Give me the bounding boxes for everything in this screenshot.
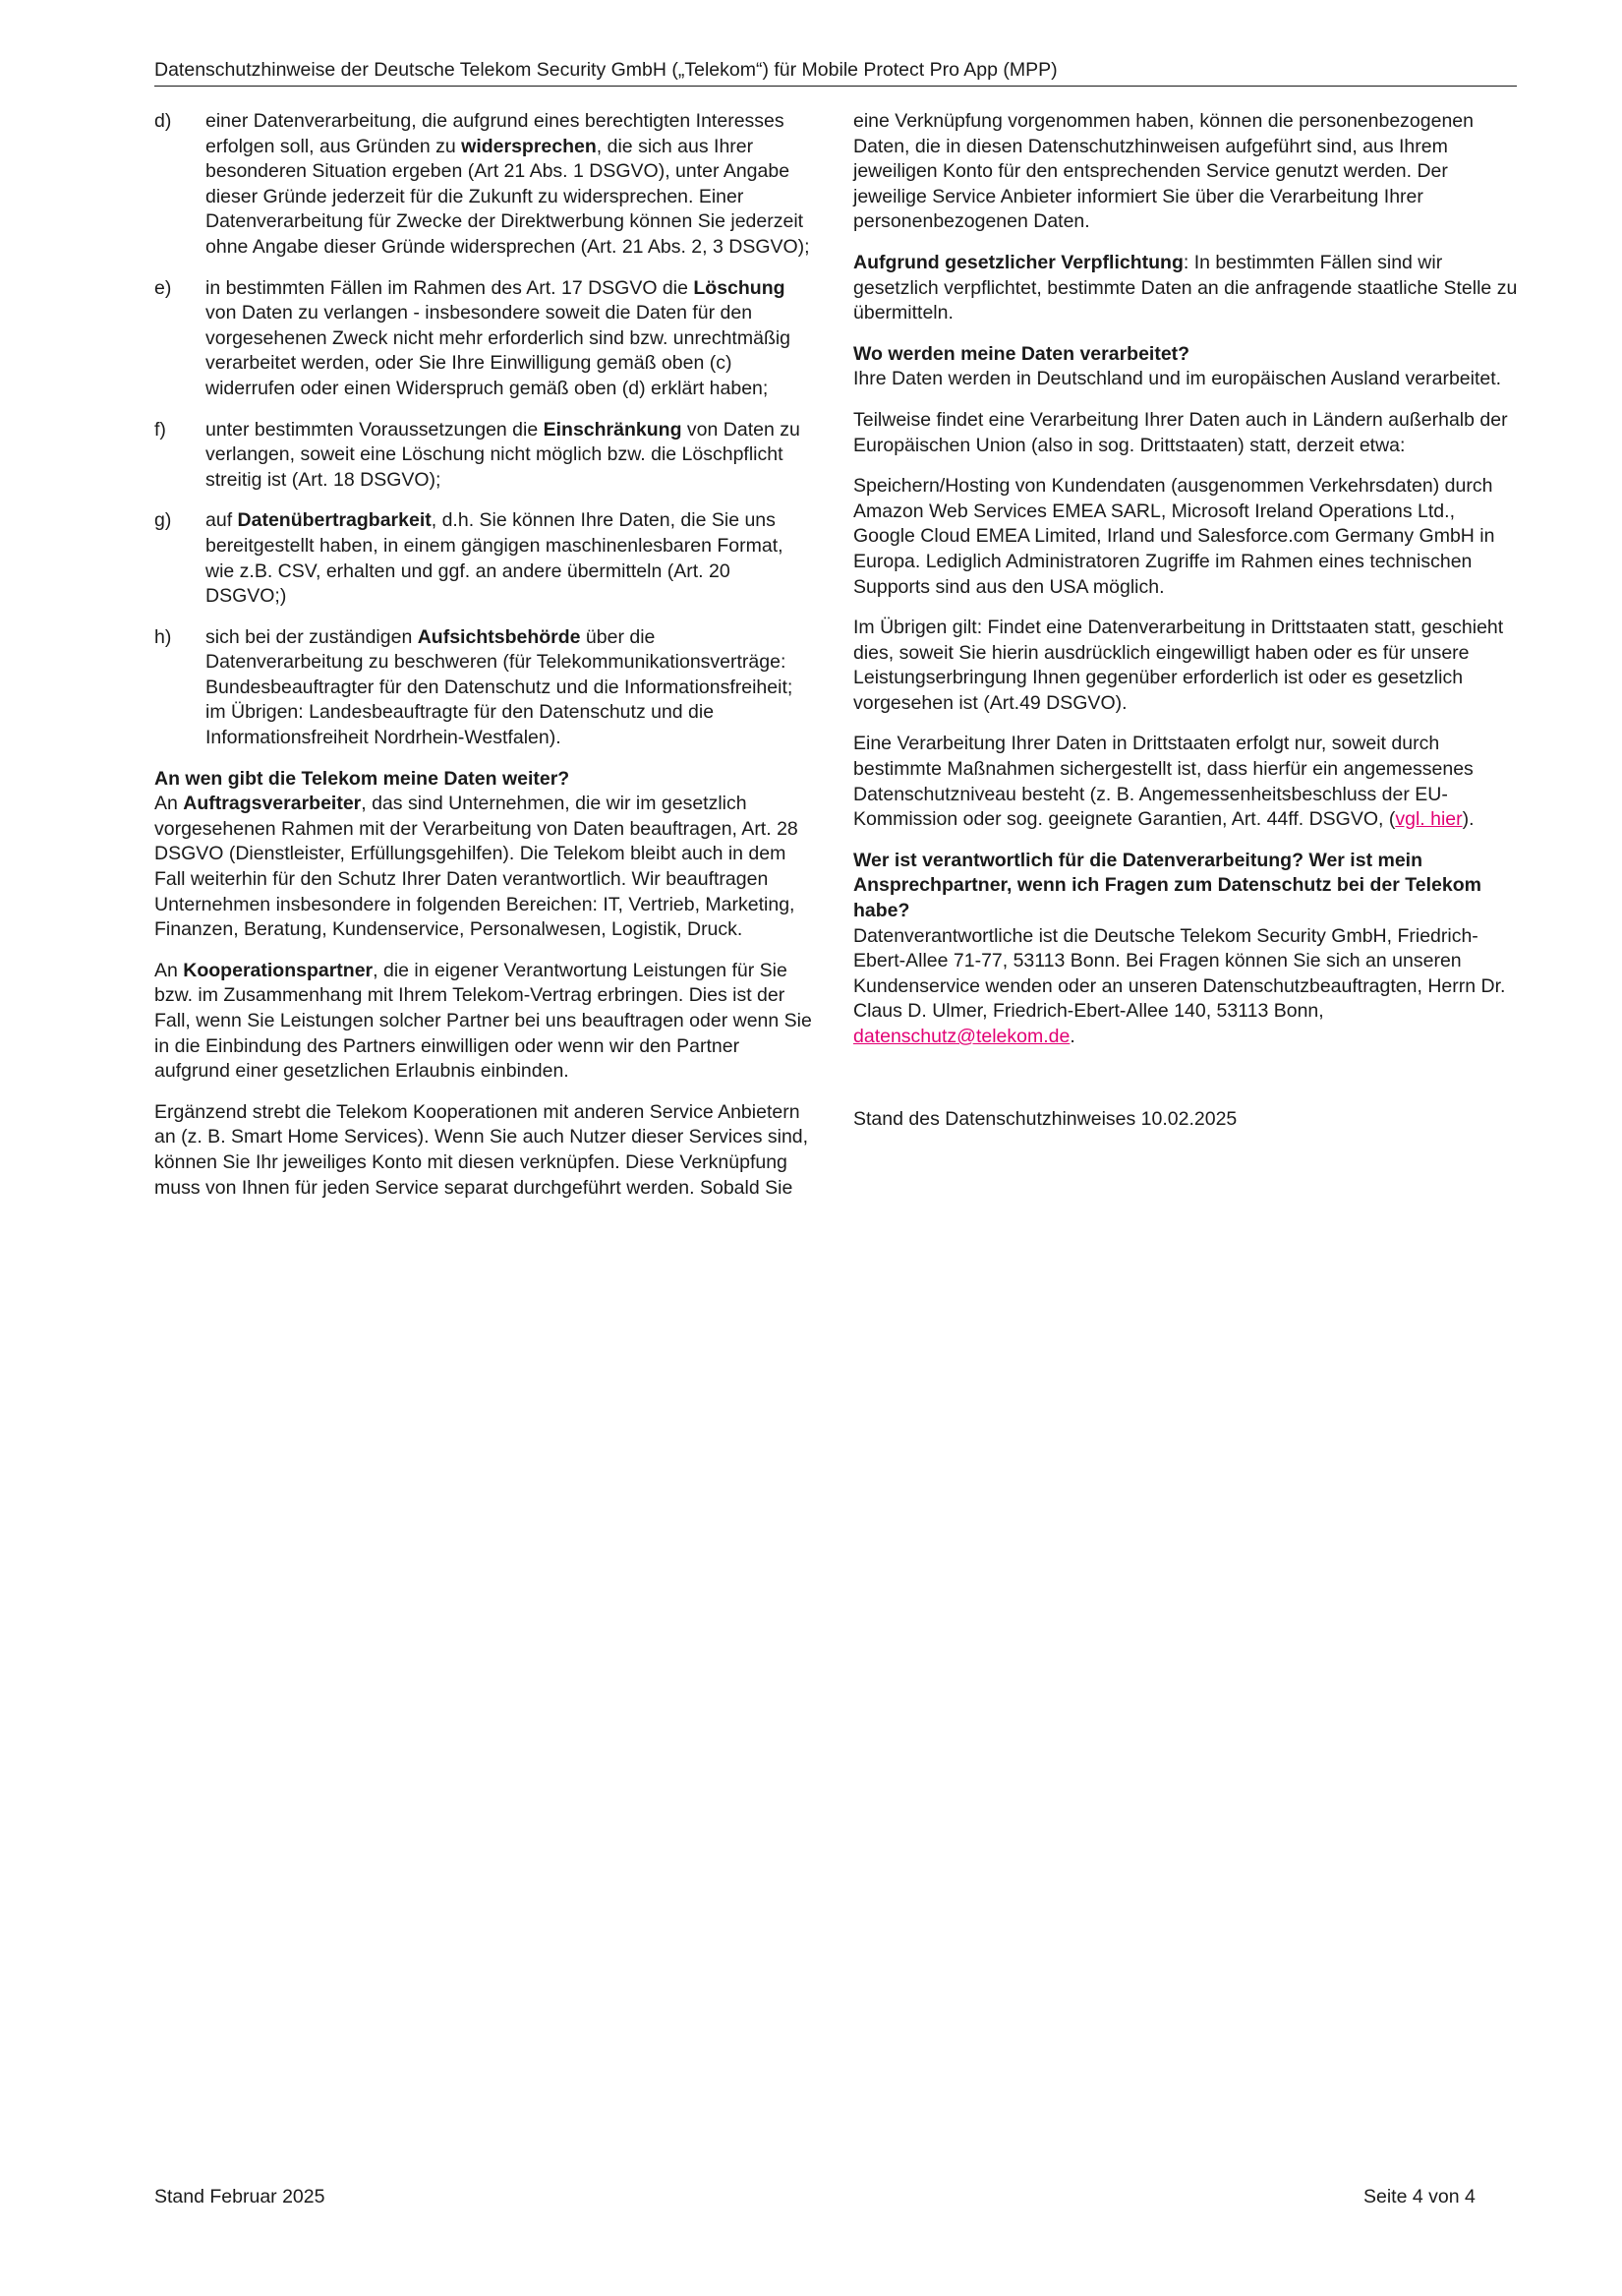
item-letter: g): [154, 509, 172, 532]
section-data-sharing: An wen gibt die Telekom meine Daten weiter? An Auftragsverarbeiter, das sind Unternehmen, die wir im gesetzlich vorgesehenen Rahmen mit der Verarbeitung von Daten beauftragen, Art. 28 DSGVO (Dienstleister, Erfüllungsgehilfen). Die Telekom bleibt auch in dem Fall weiterhin für den Schutz Ihrer Daten verantwortlich. Wir beauftragen Unternehmen insbesondere in folgenden Bereichen: IT, Vertrieb, Marketing, Finanzen, Beratung, Kundenservice, Personalwesen, Logistik, Druck.: [154, 767, 815, 943]
section-heading: Wer ist verantwortlich für die Datenverarbeitung? Wer ist mein Ansprechpartner, wenn ich Fragen zum Datenschutz bei der Telekom habe?: [853, 849, 1481, 922]
rights-item-d: [154, 109, 815, 261]
item-letter: h): [154, 625, 172, 648]
item-letter: d): [154, 110, 172, 132]
rights-item-g: [154, 508, 815, 609]
paragraph-cooperation-partners: An Kooperationspartner, die in eigener Verantwortung Leistungen für Sie bzw. im Zusammenhang mit Ihrem Telekom-Vertrag erbringen. Dies ist der Fall, wenn Sie Leistungen solcher Partner bei uns beauftragen oder wenn Sie in die Einbindung des Partners einwilligen oder wenn wir den Partner aufgrund einer gesetzlichen Erlaubnis einbinden.: [154, 959, 812, 1083]
rights-item-h: [154, 625, 815, 751]
right-column: [853, 109, 1522, 1148]
footer-date: Stand Februar 2025: [154, 2186, 325, 2208]
item-letter: e): [154, 276, 172, 299]
paragraph-legal-obligation: Aufgrund gesetzlicher Verpflichtung: In bestimmten Fällen sind wir gesetzlich verpflichtet, bestimmte Daten an die anfragende staatliche Stelle zu übermitteln.: [853, 251, 1518, 324]
item-text: auf Datenübertragbarkeit, d.h. Sie können Ihre Daten, die Sie uns bereitgestellt haben, in einem gängigen maschinenlesbaren Format, wie z.B. CSV, erhalten und ggf. an andere übermitteln (Art. 20 DSGVO;): [205, 509, 783, 608]
section-heading: An wen gibt die Telekom meine Daten weiter?: [154, 767, 570, 790]
notice-date: Stand des Datenschutzhinweises 10.02.2025: [853, 1107, 1238, 1130]
section-heading: Wo werden meine Daten verarbeitet?: [853, 342, 1190, 365]
paragraph-safeguards: Eine Verarbeitung Ihrer Daten in Drittstaaten erfolgt nur, soweit durch bestimmte Maßnahmen sichergestellt ist, dass hierfür ein angemessenes Datenschutzniveau besteht (z. B. Angemessenheitsbeschluss der EU-Kommission oder sog. geeignete Garantien, Art. 44ff. DSGVO, (vgl. hier).: [853, 733, 1475, 831]
left-column: [154, 109, 815, 1216]
email-link[interactable]: datenschutz@telekom.de: [853, 1026, 1071, 1047]
item-text: unter bestimmten Voraussetzungen die Einschränkung von Daten zu verlangen, soweit eine Löschung nicht möglich bzw. die Löschpflicht streitig ist (Art. 18 DSGVO);: [205, 418, 800, 491]
paragraph-hosting: Speichern/Hosting von Kundendaten (ausgenommen Verkehrsdaten) durch Amazon Web Services EMEA SARL, Microsoft Ireland Operations Ltd., Google Cloud EMEA Limited, Irland und Salesforce.com Germany GmbH in Europa. Lediglich Administratoren Zugriffe im Rahmen eines technischen Supports sind aus den USA möglich.: [853, 475, 1495, 598]
rights-item-f: [154, 418, 815, 494]
paragraph-otherwise: Im Übrigen gilt: Findet eine Datenverarbeitung in Drittstaaten statt, geschieht dies, soweit Sie hierin ausdrücklich eingewilligt haben oder es für unsere Leistungserbringung Ihnen gegenüber erforderlich ist oder es gesetzlich vorgesehen ist (Art.49 DSGVO).: [853, 617, 1504, 714]
rights-item-e: [154, 276, 815, 402]
item-text: sich bei der zuständigen Aufsichtsbehörde über die Datenverarbeitung zu beschweren (für Telekommunikationsverträge: Bundesbeauftragter für den Datenschutz und die Informationsfreiheit; im Übrigen: Landesbeauftragte für den Datenschutz und die Informationsfreiheit Nordrhein-Westfalen).: [205, 625, 793, 749]
vgl-hier-link[interactable]: vgl. hier: [1395, 808, 1463, 831]
page-header: Datenschutzhinweise der Deutsche Telekom Security GmbH („Telekom“) für Mobile Protect Pro App (MPP): [154, 57, 1517, 87]
item-letter: f): [154, 418, 166, 441]
section-responsible: Wer ist verantwortlich für die Datenverarbeitung? Wer ist mein Ansprechpartner, wenn ich Fragen zum Datenschutz bei der Telekom habe? Datenverantwortliche ist die Deutsche Telekom Security GmbH, Friedrich-Ebert-Allee 71-77, 53113 Bonn. Bei Fragen können Sie sich an unseren Kundenservice wenden oder an unseren Datenschutzbeauftragten, Herrn Dr. Claus D. Ulmer, Friedrich-Ebert-Allee 140, 53113 Bonn, datenschutz@telekom.de.: [853, 849, 1522, 1050]
item-text: in bestimmten Fällen im Rahmen des Art. 17 DSGVO die Löschung von Daten zu verlangen - insbesondere soweit die Daten für den vorgesehenen Zweck nicht mehr erforderlich sind bzw. unrechtmäßig verarbeitet werden, oder Sie Ihre Einwilligung gemäß oben (c) widerrufen oder einen Widerspruch gemäß oben (d) erklärt haben;: [205, 276, 791, 399]
paragraph-third-countries: Teilweise findet eine Verarbeitung Ihrer Daten auch in Ländern außerhalb der Europäischen Union (also in sog. Drittstaaten) statt, derzeit etwa:: [853, 408, 1508, 456]
paragraph-service-providers: Ergänzend strebt die Telekom Kooperationen mit anderen Service Anbietern an (z. B. Smart Home Services). Wenn Sie auch Nutzer dieser Services sind, können Sie Ihr jeweiliges Konto mit diesen verknüpfen. Diese Verknüpfung muss von Ihnen für jeden Service separat durchgeführt werden. Sobald Sie: [154, 1100, 809, 1199]
section-processing-location: Wo werden meine Daten verarbeitet? Ihre Daten werden in Deutschland und im europäischen Ausland verarbeitet.: [853, 342, 1522, 392]
paragraph-linking-continued: eine Verknüpfung vorgenommen haben, können die personenbezogenen Daten, die in diesen Datenschutzhinweisen aufgeführt sind, aus Ihrem jeweiligen Konto für den entsprechenden Service genutzt werden. Der jeweilige Service Anbieter informiert Sie über die Verarbeitung Ihrer personenbezogenen Daten.: [853, 110, 1474, 233]
item-text: einer Datenverarbeitung, die aufgrund eines berechtigten Interesses erfolgen soll, aus Gründen zu widersprechen, die sich aus Ihrer besonderen Situation ergeben (Art 21 Abs. 1 DSGVO), unter Angabe dieser Gründe jederzeit für die Zukunft zu widersprechen. Einer Datenverarbeitung für Zwecke der Direktwerbung können Sie jederzeit ohne Angabe dieser Gründe widersprechen (Art. 21 Abs. 2, 3 DSGVO);: [205, 110, 810, 258]
page-number: Seite 4 von 4: [1363, 2186, 1476, 2208]
